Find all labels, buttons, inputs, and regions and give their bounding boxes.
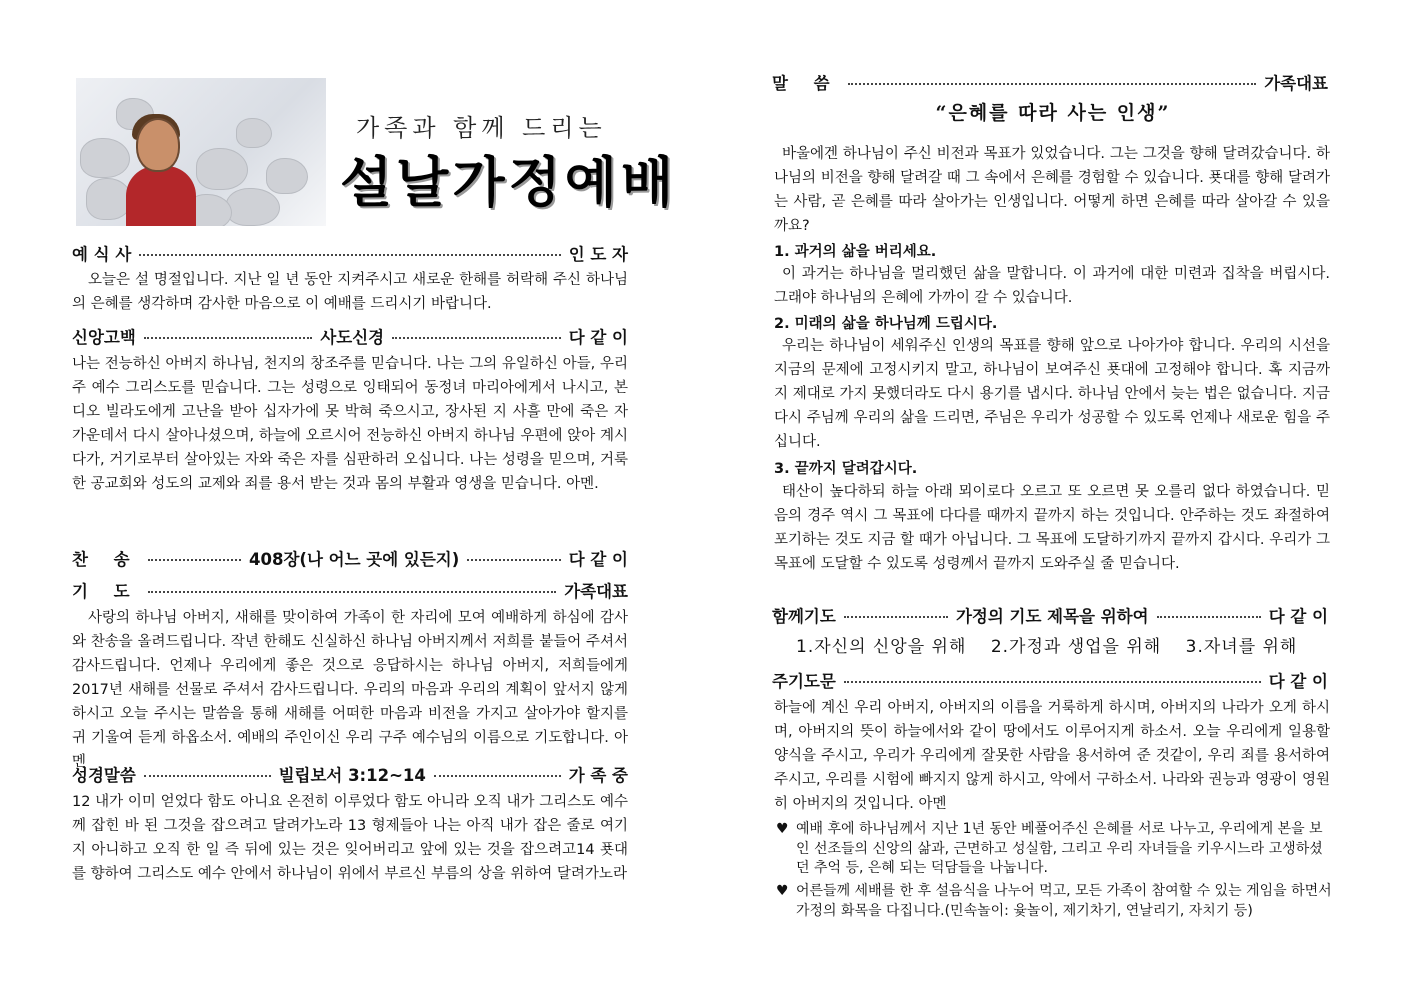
note-text: 예배 후에 하나님께서 지난 1년 동안 베풀어주신 은혜를 서로 나누고, 우리에게 본을 보인 선조들의 신앙의 삶과, 근면하고 성실함, 그리고 우리 자녀들을 키우시느라 고생하셨던 추억 등, 은혜 되는 덕담들을 나눕니다.	[796, 821, 1323, 876]
together-prayer-row	[772, 603, 1328, 627]
lords-prayer-row	[772, 668, 1328, 692]
hymn-row	[72, 546, 628, 570]
creed-label: 신앙고백	[72, 328, 136, 347]
header-illustration	[76, 78, 326, 226]
header-title: 설날가정예배	[340, 150, 677, 214]
point2-heading: 2. 미래의 삶을 하나님께 드립시다.	[774, 316, 998, 332]
opening-row	[72, 241, 628, 265]
scripture-leader: 가 족 중	[568, 766, 628, 785]
note-text: 어른들께 세배를 한 후 설음식을 나누어 먹고, 모든 가족이 참여할 수 있는 게임을 하면서 가정의 화목을 다집니다.(민속놀이: 윷놀이, 제기차기, 연날리기, 자치기 등)	[796, 883, 1332, 919]
note-item	[776, 882, 1336, 921]
creed-leader: 다 같 이	[568, 328, 628, 347]
prayer-text: 사랑의 하나님 아버지, 새해를 맞이하여 가족이 한 자리에 모여 예배하게 하심에 감사와 찬송을 올려드립니다. 작년 한해도 신실하신 하나님 아버지께서 저희를 붙들어 주셔서 감사드립니다. 언제나 우리에게 좋은 것으로 응답하시는 하나님 아버지, 저희들에게 2017년 새해를 선물로 주셔서 감사드립니다. 우리의 마음과 우리의 계획이 앞서지 않게 하시고 오늘 주시는 말씀을 통해 새해를 어떠한 마음과 비전을 가지고 살아가야 할지를 귀 기울여 듣게 하옵소서. 예배의 주인이신 우리 구주 예수님의 이름으로 기도합니다. 아멘	[72, 610, 628, 770]
creed-title: 사도신경	[320, 328, 385, 347]
lords-prayer-label: 주기도문	[772, 672, 836, 691]
hymn-title: 408장(나 어느 곳에 있든지)	[249, 550, 460, 569]
sermon-leader: 가족대표	[1264, 74, 1328, 93]
sermon-title: “은혜를 따라 사는 인생”	[935, 102, 1171, 124]
prayer-topic: 2.가정과 생업을 위해	[990, 637, 1162, 657]
scripture-row	[72, 762, 628, 786]
prayer-leader: 가족대표	[564, 582, 628, 601]
prayer-topic: 1.자신의 신앙을 위해	[796, 637, 967, 657]
prayer-topic: 3.자녀를 위해	[1185, 637, 1298, 657]
point1-text: 이 과거는 하나님을 멀리했던 삶을 말합니다. 이 과거에 대한 미련과 집착을 버립시다. 그래야 하나님의 은혜에 가까이 갈 수 있습니다.	[774, 266, 1330, 306]
sermon-label: 말 씀	[772, 74, 840, 93]
jesus-figure	[136, 118, 180, 172]
together-prayer-label: 함께기도	[772, 607, 836, 626]
prayer-label: 기 도	[72, 582, 140, 601]
opening-text: 오늘은 설 명절입니다. 지난 일 년 동안 지켜주시고 새로운 한해를 허락해 주신 하나님의 은혜를 생각하며 감사한 마음으로 이 예배를 드리시기 바랍니다.	[72, 272, 628, 312]
point3-text: 태산이 높다하되 하늘 아래 뫼이로다 오르고 또 오르면 못 오를리 없다 하였습니다. 믿음의 경주 역시 그 목표에 다다를 때까지 끝까지 하는 것입니다. 안주하는 것도 좌절하여 포기하는 것도 지금 할 때가 아닙니다. 그 목표에 도달하기까지 끝까지 갑시다. 우리가 그 목표에 도달할 수 있도록 성령께서 끝까지 도와주실 줄 믿습니다.	[774, 484, 1330, 572]
creed-row	[72, 324, 628, 348]
lords-prayer-leader: 다 같 이	[1268, 672, 1328, 691]
note-item	[776, 820, 1336, 879]
scripture-label: 성경말씀	[72, 766, 136, 785]
scripture-text: 12 내가 이미 얻었다 함도 아니요 온전히 이루었다 함도 아니라 오직 내가 그리스도 예수께 잡힌 바 된 그것을 잡으려고 달려가노라 13 형제들아 나는 아직 내가 잡은 줄로 여기지 아니하고 오직 한 일 즉 뒤에 있는 것은 잊어버리고 앞에 있는 것을 잡으려고14 푯대를 향하여 그리스도 예수 안에서 하나님이 위에서 부르신 부름의 상을 위하여 달려가노라	[72, 794, 628, 882]
sermon-row	[772, 70, 1328, 94]
opening-label: 예 식 사	[72, 245, 132, 264]
lords-prayer-text: 하늘에 계신 우리 아버지, 아버지의 이름을 거룩하게 하시며, 아버지의 나라가 오게 하시며, 아버지의 뜻이 하늘에서와 같이 땅에서도 이루어지게 하소서. 오늘 우리에게 일용할 양식을 주시고, 우리가 우리에게 잘못한 사람을 용서하여 준 것같이, 우리 죄를 용서하여 주시고, 우리를 시험에 빠지지 않게 하시고, 악에서 구하소서. 나라와 권능과 영광이 영원히 아버지의 것입니다. 아멘	[774, 700, 1330, 812]
header-subtitle: 가족과 함께 드리는	[356, 114, 607, 142]
together-prayer-title: 가정의 기도 제목을 위하여	[955, 607, 1149, 626]
hymn-label: 찬 송	[72, 550, 140, 569]
opening-leader: 인 도 자	[568, 245, 628, 264]
scripture-title: 빌립보서 3:12~14	[278, 766, 426, 785]
creed-text: 나는 전능하신 아버지 하나님, 천지의 창조주를 믿습니다. 나는 그의 유일하신 아들, 우리 주 예수 그리스도를 믿습니다. 그는 성령으로 잉태되어 동정녀 마리아에게서 나시고, 본디오 빌라도에게 고난을 받아 십자가에 못 박혀 죽으시고, 장사된 지 사흘 만에 죽은 자 가운데서 다시 살아나셨으며, 하늘에 오르시어 전능하신 아버지 하나님 우편에 앉아 계시다가, 거기로부터 살아있는 자와 죽은 자를 심판하러 오십니다. 나는 성령을 믿으며, 거룩한 공교회와 성도의 교제와 죄를 용서 받는 것과 몸의 부활과 영생을 믿습니다. 아멘.	[72, 356, 628, 492]
together-prayer-leader: 다 같 이	[1268, 607, 1329, 626]
hymn-leader: 다 같 이	[568, 550, 628, 569]
heart-icon: ♥	[776, 883, 789, 899]
prayer-topics	[796, 632, 1315, 657]
sermon-intro: 바울에겐 하나님이 주신 비전과 목표가 있었습니다. 그는 그것을 향해 달려갔습니다. 하나님의 비전을 향해 달려갈 때 그 속에서 은혜를 경험할 수 있습니다. 푯대를 향해 달려가는 사람, 곧 은혜를 따라 살아가는 인생입니다. 어떻게 하면 은혜를 따라 살아갈 수 있을까요?	[774, 146, 1330, 234]
heart-icon: ♥	[776, 821, 789, 837]
point1-heading: 1. 과거의 삶을 버리세요.	[774, 244, 937, 260]
prayer-row	[72, 578, 628, 602]
point3-heading: 3. 끝까지 달려갑시다.	[774, 461, 918, 477]
point2-text: 우리는 하나님이 세워주신 인생의 목표를 향해 앞으로 나아가야 합니다. 우리의 시선을 지금의 문제에 고정시키지 말고, 하나님이 보여주신 푯대에 고정해야 합니다. 혹 지금까지 제대로 가지 못했더라도 다시 용기를 냅시다. 하나님 안에서 늦는 법은 없습니다. 지금 다시 주님께 우리의 삶을 드리면, 주님은 우리가 성공할 수 있도록 언제나 새로운 힘을 주십니다.	[774, 338, 1330, 450]
